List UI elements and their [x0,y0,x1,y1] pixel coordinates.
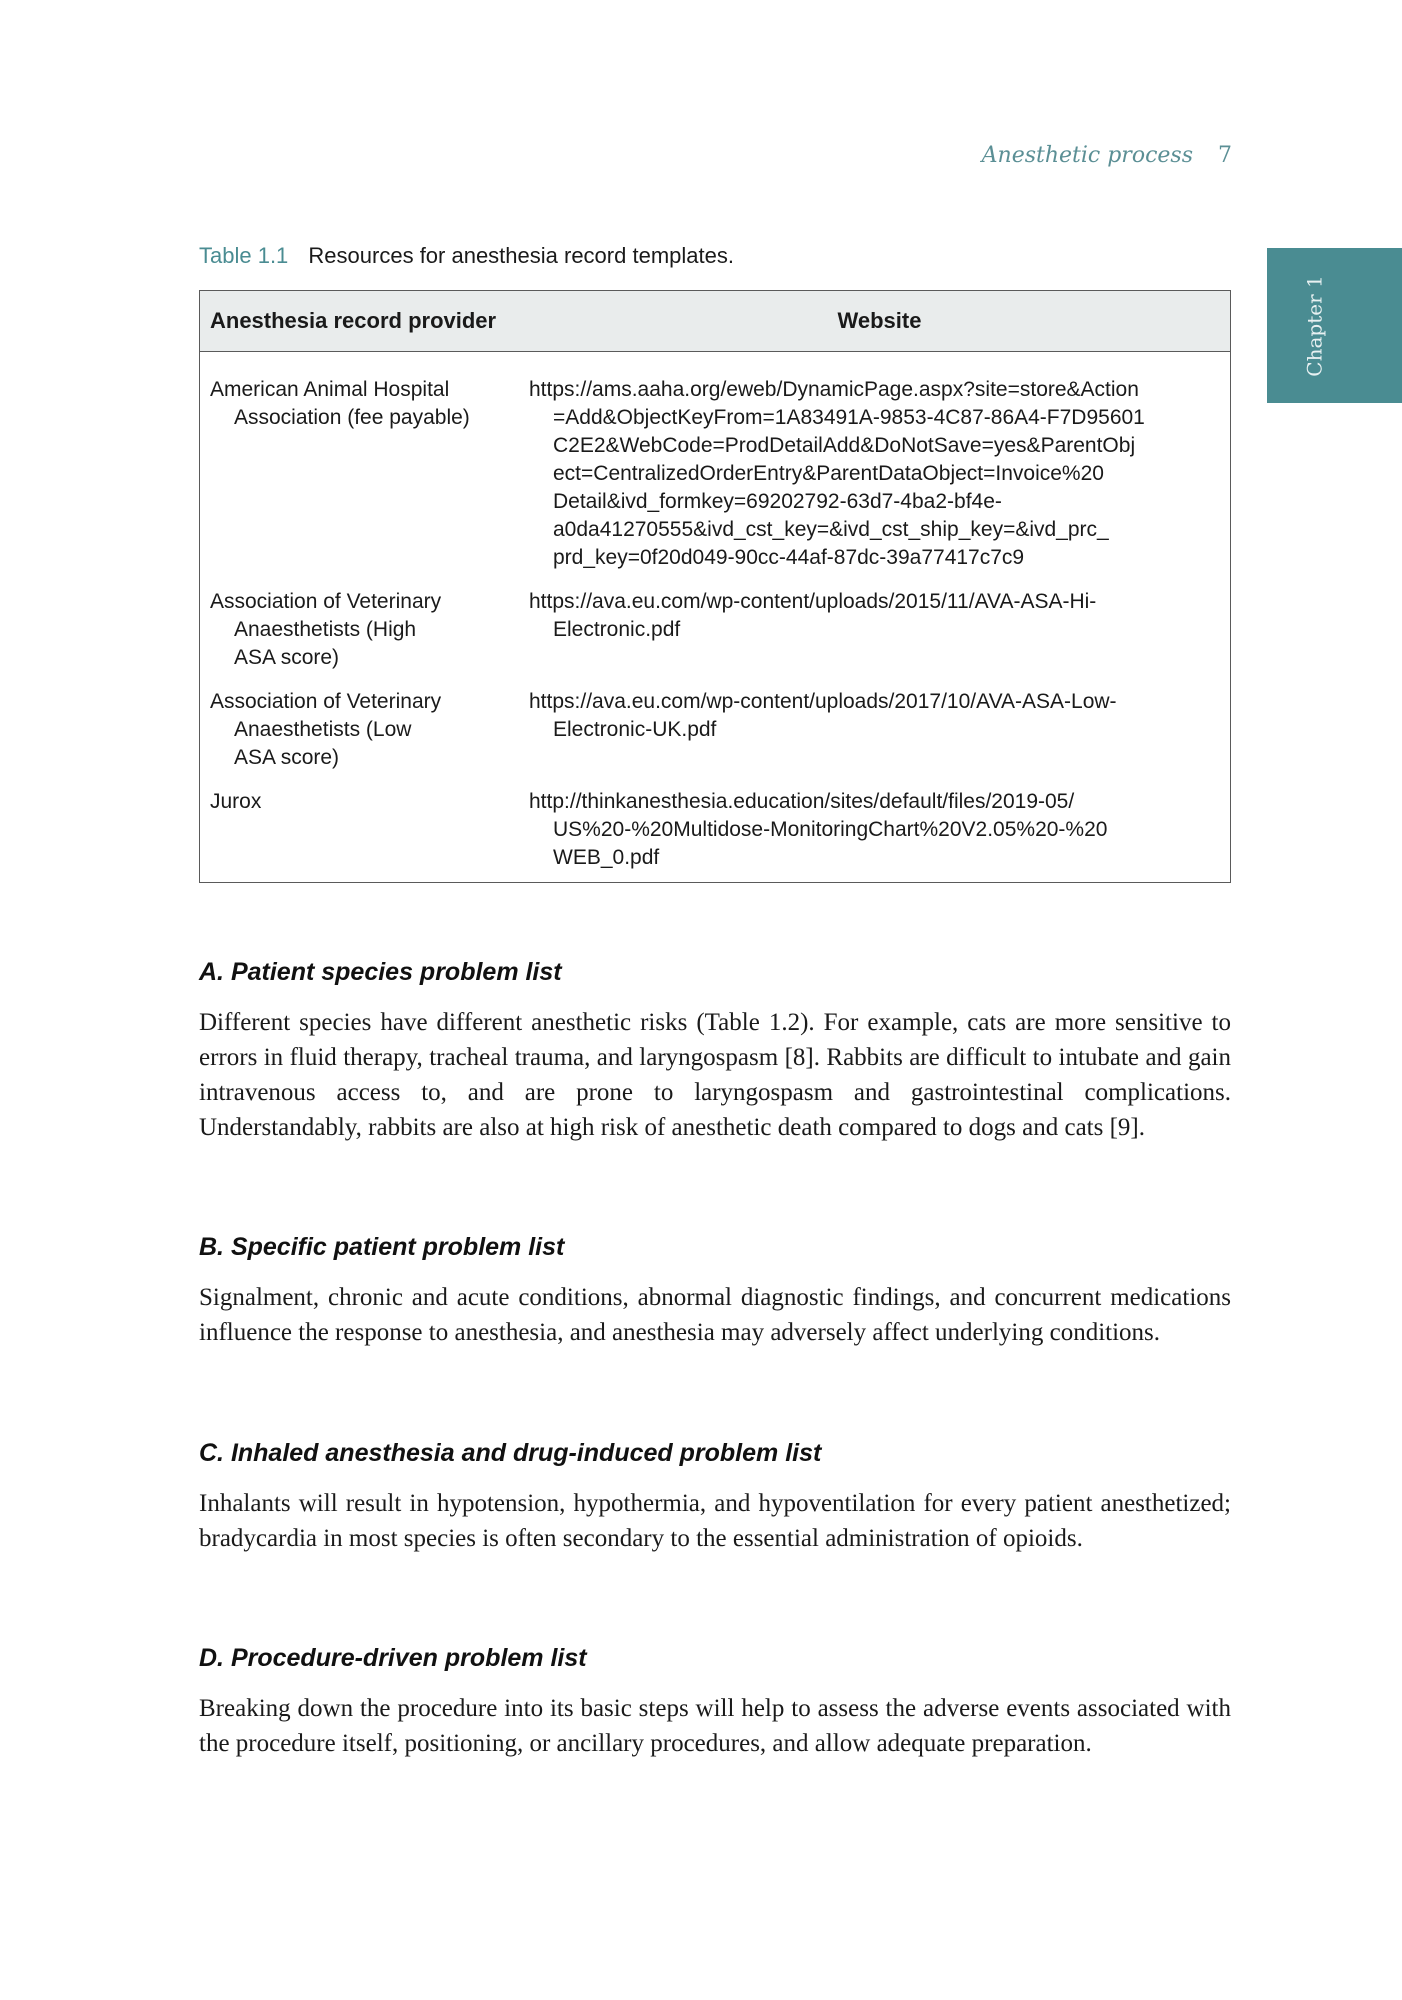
table-caption-text: Resources for anesthesia record templates. [308,243,734,268]
table-caption [199,243,734,269]
website-cell: https://ams.aaha.org/eweb/DynamicPage.aspx?site=store&Action =Add&ObjectKeyFrom=1A83491A-9853-4C87-86A4-F7D95601 C2E2&WebCode=ProdDetailAdd&DoNotSave=yes&ParentObj ect=CentralizedOrderEntry&ParentDataObject=Invoice%20 Detail&ivd_formkey=69202792-63d7-4ba2-bf4e- a0da41270555&ivd_cst_key=&ivd_cst_ship_key=&ivd_prc_ prd_key=0f20d049-90cc-44af-87dc-39a77417c7c9 [529,378,1145,569]
section-heading: A. Patient species problem list [199,958,562,986]
table-row [200,688,1230,772]
section-heading: B. Specific patient problem list [199,1233,565,1261]
page-number: 7 [1218,143,1232,168]
running-head [982,143,1232,168]
provider-cell: Jurox [210,790,262,813]
section-c [199,1439,1231,1556]
provider-cell: Association of Veterinary Anaesthetists (High ASA score) [210,590,442,669]
table-header-website: Website [837,308,922,333]
table-label: Table 1.1 [199,243,289,268]
section-b [199,1233,1231,1350]
section-body: Different species have different anesthetic risks (Table 1.2). For example, cats are more sensitive to errors in fluid therapy, tracheal trauma, and laryngospasm [8]. Rabbits are difficult to intubate and gain intravenous access to, and are prone to laryngospasm and gastrointestinal complications. Understandably, rabbits are also at high risk of anesthetic death compared to dogs and cats [9]. [199,1009,1231,1141]
table-body [200,352,1230,882]
section-heading: C. Inhaled anesthesia and drug-induced problem list [199,1439,822,1467]
table-header-provider: Anesthesia record provider [210,308,497,333]
running-head-title: Anesthetic process [981,143,1193,168]
table-row [200,376,1230,572]
table-row [200,788,1230,872]
table-header-row [200,291,1230,352]
provider-cell: American Animal Hospital Association (fee payable) [210,378,470,429]
section-heading: D. Procedure-driven problem list [199,1644,587,1672]
table-row [200,588,1230,672]
website-cell: https://ava.eu.com/wp-content/uploads/2017/10/AVA-ASA-Low- Electronic-UK.pdf [529,690,1117,741]
resources-table [199,290,1231,883]
provider-cell: Association of Veterinary Anaesthetists (Low ASA score) [210,690,442,769]
section-body: Inhalants will result in hypotension, hypothermia, and hypoventilation for every patient anesthetized; bradycardia in most species is often secondary to the essential administration of opioids. [199,1490,1231,1552]
section-body: Breaking down the procedure into its basic steps will help to assess the adverse events associated with the procedure itself, positioning, or ancillary procedures, and allow adequate preparation. [199,1695,1231,1757]
chapter-tab-label: Chapter 1 [1302,274,1327,377]
website-cell: https://ava.eu.com/wp-content/uploads/2015/11/AVA-ASA-Hi- Electronic.pdf [529,590,1097,641]
website-cell: http://thinkanesthesia.education/sites/default/files/2019-05/ US%20-%20Multidose-MonitoringChart%20V2.05%20-%20 WEB_0.pdf [529,790,1108,869]
section-d [199,1644,1231,1761]
chapter-tab [1267,248,1402,403]
section-body: Signalment, chronic and acute conditions, abnormal diagnostic findings, and concurrent medications influence the response to anesthesia, and anesthesia may adversely affect underlying conditions. [199,1284,1231,1346]
section-a [199,958,1231,1145]
